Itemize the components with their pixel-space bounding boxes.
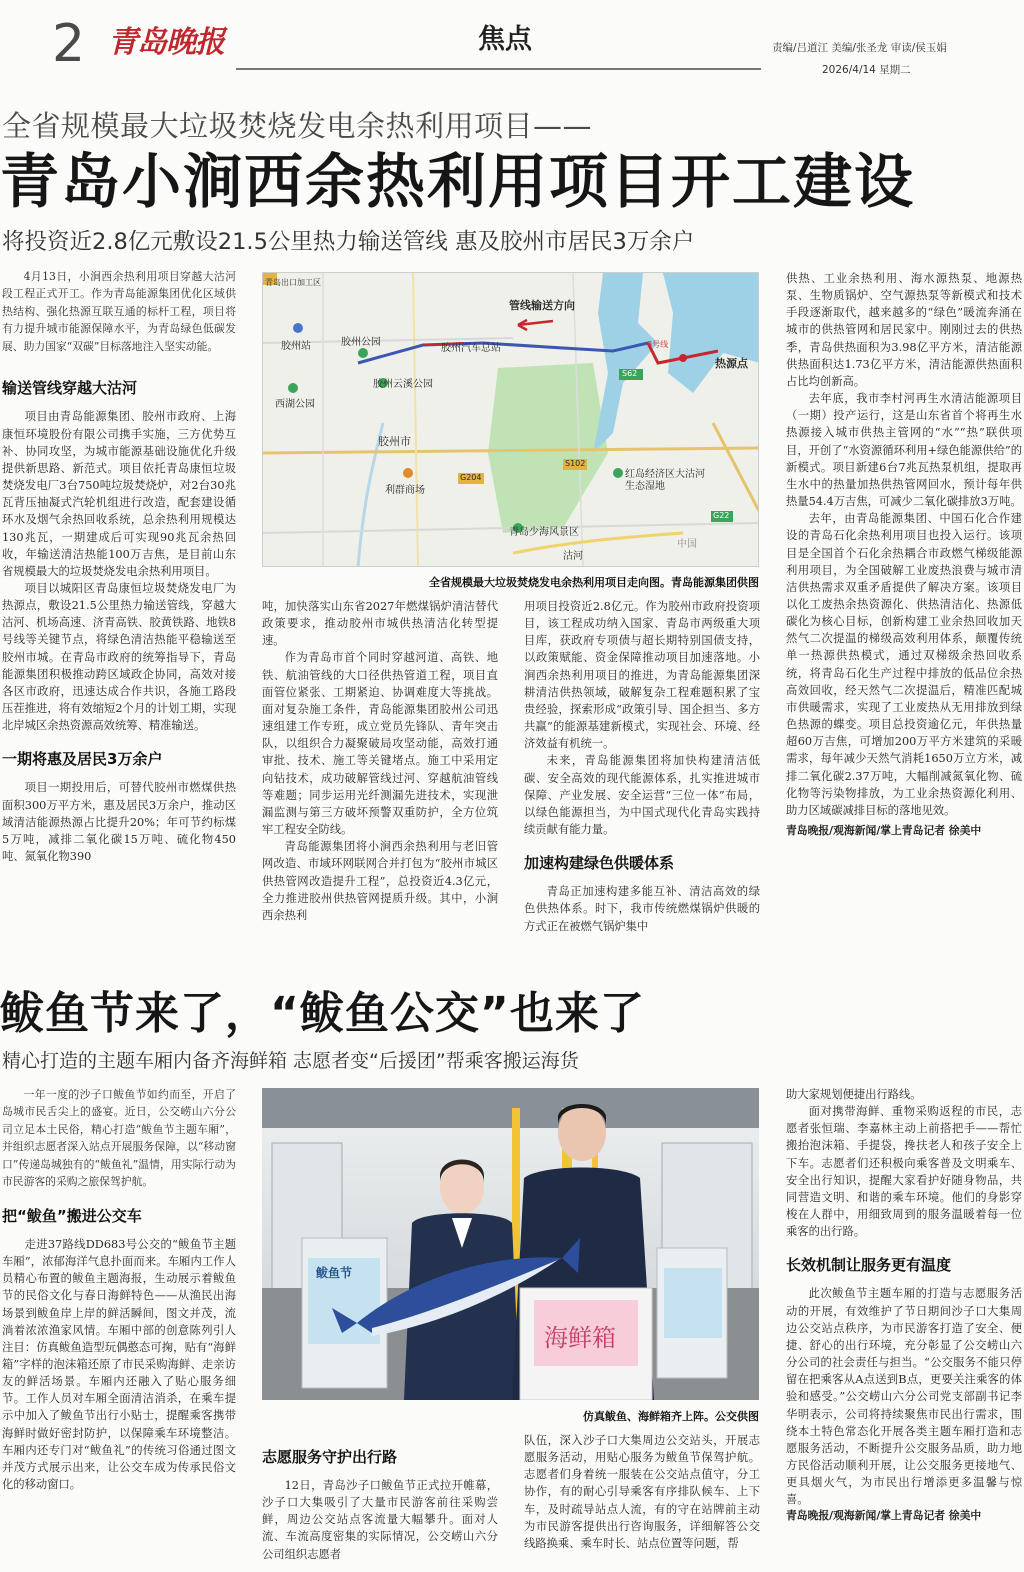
paragraph: 助大家规划便捷出行路线。 <box>786 1088 922 1101</box>
article2-column-2 <box>262 1432 498 1570</box>
paragraph: 队伍，深入沙子口大集周边公交站头，开展志愿服务活动，用贴心服务为鲅鱼节保驾护航。志愿者们身着统一服装在公交站点值守，分工协作，有的耐心引导乘客有序排队候车、上下车，及时疏导站点人流，有的守在站牌前主动为市民游客提供出行咨询服务，详细解答公交线路换乘、乘车时长、站点位置等问题，帮 <box>524 1434 760 1550</box>
masthead-logo: 青岛晚报 <box>108 25 224 60</box>
map-label: 青岛少海风景区 <box>509 527 579 538</box>
subheading-bus: 把“鲅鱼”搬进公交车 <box>2 1206 142 1225</box>
box-label: 海鲜箱 <box>544 1324 616 1352</box>
map-label: G22 <box>713 511 730 520</box>
paragraph: 作为青岛市首个同时穿越河道、高铁、地铁、航油管线的大口径供热管道工程，项目直面管位紧张、工期紧迫、协调难度大等挑战。面对复杂施工条件，青岛能源集团胶州公司迅速组建工作专班，成立党员先锋队、青年突击队，以组织合力凝聚破局攻坚动能，高效打通审批、技术、施工等关键堵点。施工中采用定向钻技术，成功破解管线过河、穿越航油管线等难题；同步运用光纤测漏先进技术，实现泄漏监测与第三方破坏预警双重防护，全方位筑牢工程安全防线。 <box>262 651 498 837</box>
paragraph: 12日，青岛沙子口鲅鱼节正式拉开帷幕，沙子口大集吸引了大量市民游客前往采购尝鲜，周边公交站点客流量大幅攀升。面对人流、车流高度密集的实际情况，公交崂山六分公司组织志愿者 <box>262 1479 498 1561</box>
article2-column-1 <box>2 1086 236 1570</box>
article1-column-3 <box>524 598 760 962</box>
header-rule <box>236 68 761 70</box>
subheading-residents: 一期将惠及居民3万余户 <box>2 750 163 769</box>
map-label: G204 <box>460 473 482 482</box>
paragraph: 吨，加快落实山东省2027年燃煤锅炉清洁替代政策要求，推动胶州市城供热清洁化转型提速。 <box>262 600 498 648</box>
paragraph: 项目一期投用后，可替代胶州市燃煤供热面积300万平方米，惠及居民3万余户，推动区域清洁能源热源占比提升20%；年可节约标煤5万吨，减排二氧化碳15万吨、硫化物450吨、氮氧化物390 <box>2 781 236 864</box>
map-label: 西湖公园 <box>275 399 315 410</box>
issue-date: 2026/4/14 星期二 <box>822 64 911 76</box>
map-label: 中国 <box>677 539 697 550</box>
article1-column-1 <box>2 268 236 960</box>
credits: 责编/吕道江 美编/张圣龙 审读/侯玉娟 <box>772 42 947 54</box>
map-label: 胶州汽车总站 <box>441 343 501 354</box>
paragraph: 青岛正加速构建多能互补、清洁高效的绿色供热体系。时下，我市传统燃煤锅炉供暖的方式正在被燃气锅炉集中 <box>524 885 760 933</box>
article1-column-2 <box>262 598 498 962</box>
lead-paragraph: 4月13日，小涧西余热利用项目穿越大沽河段工程正式开工。作为青岛能源集团优化区域供热结构、强化热源互联互通的标杆工程，项目将有力提升城市能源保障水平，为青岛绿色低碳发展、助力国家“双碳”目标落地注入坚实动能。 <box>2 270 236 353</box>
headline: 青岛小涧西余热利用项目开工建设 <box>0 147 916 216</box>
map-label: 红岛经济区大沽河生态湿地 <box>625 469 705 492</box>
paragraph: 此次鲅鱼节主题车厢的打造与志愿服务活动的开展，有效维护了节日期间沙子口大集周边公交站点秩序，为市民游客打造了安全、便捷、舒心的出行环境，充分彰显了公交崂山六分公司的社会责任与担当。“公交服务不能只停留在把乘客从A点送到B点，更要关注乘客的体验和感受。”公交崂山六分公司党支部副书记李华明表示，公司将持续聚焦市民出行需求，围绕本土特色常态化开展各类主题车厢打造和志愿服务活动，不断提升公交服务品质，助力地方民俗活动顺利开展，让公交服务更接地气、更具烟火气，为市民出行增添更多温馨与惊喜。 <box>786 1287 1022 1507</box>
paragraph: 项目以城阳区青岛康恒垃圾焚烧发电厂为热源点，敷设21.5公里热力输送管线，穿越大沽河、机场高速、济青高铁、胶黄铁路、地铁8号线等关键节点，将绿色清洁热能平稳输送至胶州市城。在青岛市政府的统筹指导下，青岛能源集团积极推动跨区域政企协同，高效对接各区市政府，迅速达成合作共识，各施工路段压茬推进，将有效缩短2个月的计划工期，实现北岸城区余热资源高效统筹、精准输送。 <box>2 581 236 733</box>
kicker: 全省规模最大垃圾焚烧发电余热利用项目—— <box>2 109 593 143</box>
lead-paragraph: 一年一度的沙子口鲅鱼节如约而至，开启了岛城市民舌尖上的盛宴。近日，公交崂山六分公司立足本土民俗，精心打造“鲅鱼节主题车厢”，并组织志愿者深入站点开展服务保障，以“移动窗口”传递岛城独有的“鲅鱼礼”温情，用实际行动为市民游客的采购之旅保驾护航。 <box>2 1088 236 1189</box>
section-title: 焦点 <box>478 24 532 55</box>
subheading-green-heating: 加速构建绿色供暖体系 <box>524 854 675 873</box>
route-map <box>262 272 759 567</box>
bus-photo <box>262 1088 759 1400</box>
article1-column-4 <box>786 270 1022 962</box>
paragraph: 面对携带海鲜、重物采购返程的市民，志愿者张恒瑞、李嘉林主动上前搭把手——帮忙搬抬泡沫箱、手提袋，搀扶老人和孩子安全上下车。志愿者们还积极向乘客普及文明乘车、安全出行知识，提醒大家看护好随身物品，共同营造文明、和谐的乘车环境。他们的身影穿梭在人群中，用细致周到的服务温暖着每一位乘客的出行路。 <box>786 1105 1022 1239</box>
map-label: 青岛出口加工区 <box>265 278 321 287</box>
subheading-volunteer: 志愿服务守护出行路 <box>262 1448 398 1466</box>
paragraph: 去年，由青岛能源集团、中国石化合作建设的青岛石化余热利用项目也投入运行。该项目是全国首个石化余热耦合市政燃气梯级能源利用项目，为全国破解工业废热浪费与城市清洁供热需求双重矛盾提供了解决方案。该项目以化工废热余热资源化、供热清洁化、热源低碳化为核心目标，创新构建工业余热回收加天然气二次提温的梯级高效利用体系，颠覆传统单一热源供热模式，通过双梯级余热回收系统，将青岛石化生产过程中排放的低品位余热高效回收，经天然气二次提温后，精准匹配城市供暖需求，实现了工业废热从无用排放到绿色热源的蝶变。项目总投资逾亿元，年供热量超60万吉焦，可增加200万平方米建筑的采暖需求，每年减少天然气消耗1650万立方米，减排二氧化碳2.37万吨，大幅削减氮氧化物、硫化物等污染物排放，为工业余热资源化利用、助力区域碳减排目标的落地见效。 <box>786 512 1022 817</box>
subheadline: 将投资近2.8亿元敷设21.5公里热力输送管线 惠及胶州市居民3万余户 <box>2 229 695 255</box>
article2-headline: 鲅鱼节来了，“鲅鱼公交”也来了 <box>0 988 645 1039</box>
paragraph: 走进37路线DD683号公交的“鲅鱼节主题车厢”，浓郁海洋气息扑面而来。车厢内工作人员精心布置的鲅鱼主题海报，生动展示着鲅鱼节的民俗文化与春日海鲜特色——从渔民出海场景到鲅鱼岸上岸的鲜活瞬间，图文并茂，流淌着浓浓渔家风情。车厢中部的创意陈列引人注目：仿真鲅鱼造型玩偶憨态可掬，贴有“海鲜箱”字样的泡沫箱还原了市民采购海鲜、走亲访友的鲜活场景。车厢内还融入了贴心服务细节。工作人员对车厢全面清洁消杀，在乘车提示中加入了鲅鱼节出行小贴士，提醒乘客携带海鲜时做好密封防护，以保障乘车环境整洁。车厢内还专门对“鲅鱼礼”的传统习俗通过图文并茂方式展示出来，让公交车成为传承民俗文化的移动窗口。 <box>2 1237 236 1492</box>
byline: 青岛晚报/观海新闻/掌上青岛记者 徐美中 <box>786 824 982 837</box>
map-pipeline-direction: 管线输送方向 <box>509 299 575 312</box>
paragraph: 项目由青岛能源集团、胶州市政府、上海康恒环境股份有限公司携手实施，三方优势互补、协同攻坚，为城市能源基础设施优化升级提供新思路、新范式。项目依托青岛康恒垃圾焚烧发电厂3台750吨垃圾焚烧炉，对2台30兆瓦背压抽凝式汽轮机组进行改造，配套建设循环水及烟气余热回收系统，总余热利用规模达130兆瓦，一期建成后可实现90兆瓦余热回收，年输送清洁热能100万吉焦，是目前山东省规模最大的垃圾焚烧发电余热利用项目。 <box>2 410 236 578</box>
paragraph: 未来，青岛能源集团将加快构建清洁低碳、安全高效的现代能源体系，扎实推进城市保障、产业发展、安全运营“三位一体”布局，以绿色能源担当，为中国式现代化青岛实践持续贡献有能力量。 <box>524 754 760 837</box>
map-heat-source: 热源点 <box>715 357 748 370</box>
article2-column-4 <box>786 1086 1022 1570</box>
map-label: 胶州市 <box>378 435 411 448</box>
photo-caption: 仿真鲅鱼、海鲜箱齐上阵。公交供图 <box>583 1410 759 1423</box>
bus-photo-svg <box>262 1088 759 1400</box>
paragraph: 青岛能源集团将小涧西余热利用与老旧管网改造、市域环网联网合并打包为“胶州市城区供热管网改造提升工程”，总投资近4.3亿元，全力推进胶州供热管网提质升级。其中，小涧西余热利 <box>262 840 498 922</box>
map-label: 利群商场 <box>385 485 425 496</box>
paragraph: 供热、工业余热利用、海水源热泵、地源热泵、生物质锅炉、空气源热泵等新模式和技术手段逐渐取代，越来越多的“绿色”暖流奔涌在城市的供热管网和居民家中。刚刚过去的供热季，青岛供热面积为3.98亿平方米，清洁能源供热面积达1.73亿平方米，清洁能源供热面积占比均创新高。 <box>786 272 1022 388</box>
poster-label: 鲅鱼节 <box>316 1266 353 1280</box>
paragraph: 去年底，我市李村河再生水清洁能源项目（一期）投产运行，这是山东省首个将再生水热源接入城市供热主管网的“水”“热”联供项目，开创了“水资源循环利用+绿色能源供给”的新模式。项目新建6台7兆瓦热泵机组，提取再生水中的热量加热供热管网回水，预计每年供热量54.4万吉焦，可减少二氧化碳排放3万吨。 <box>786 392 1022 509</box>
subheading-pipeline: 输送管线穿越大沽河 <box>2 379 138 398</box>
map-label: S62 <box>622 369 638 378</box>
map-label: 胶州公园 <box>341 337 381 348</box>
byline: 青岛晚报/观海新闻/掌上青岛记者 徐美中 <box>786 1509 982 1523</box>
map-label: 胶州云溪公园 <box>373 379 433 390</box>
article2-subheadline: 精心打造的主题车厢内备齐海鲜箱 志愿者变“后援团”帮乘客搬运海货 <box>2 1050 579 1072</box>
page-number: 2 <box>52 14 86 74</box>
map-label: 8号线 <box>647 340 669 349</box>
map-label: S102 <box>565 459 586 468</box>
subheading-long-term: 长效机制让服务更有温度 <box>786 1256 952 1275</box>
article2-column-3 <box>524 1432 760 1570</box>
map-label: 沽河 <box>563 551 583 562</box>
map-label: 胶州站 <box>281 341 311 352</box>
paragraph: 用项目投资近2.8亿元。作为胶州市政府投资项目，该工程成功纳入国家、青岛市两级重大项目库，获政府专项债与超长期特别国债支持，以政策赋能、资金保障推动项目加速落地。小涧西余热利用项目的推进，为青岛能源集团深耕清洁供热领域，破解复杂工程难题积累了宝贵经验，探索形成“政策引导、国企担当、多方共赢”的能源基建新模式，实现社会、环境、经济效益有机统一。 <box>524 600 760 751</box>
map-caption: 全省规模最大垃圾焚烧发电余热利用项目走向图。青岛能源集团供图 <box>429 576 759 589</box>
